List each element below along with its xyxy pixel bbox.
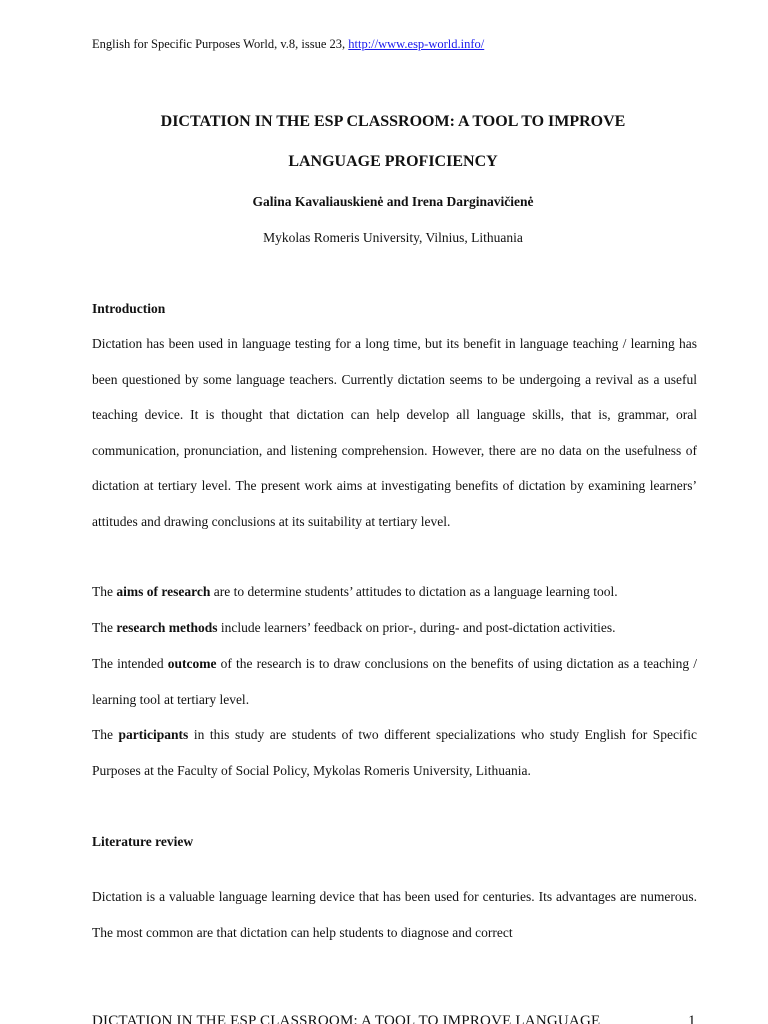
aims-bold-term: aims of research (116, 584, 211, 599)
journal-header (92, 36, 484, 52)
authors: Galina Kavaliauskienė and Irena Darginavičienė (252, 194, 534, 209)
section-heading-introduction: Introduction (92, 301, 166, 316)
affiliation: Mykolas Romeris University, Vilnius, Lithuania (263, 230, 523, 245)
methods-bold-term: research methods (116, 620, 218, 635)
section-heading-literature-review: Literature review (92, 834, 194, 849)
introduction-paragraph: Dictation has been used in language testing for a long time, but its benefit in language teaching / learning has been questioned by some language teachers. Currently dictation seems to be undergoing a revival as a useful teaching device. It is thought that dictation can help develop all language skills, that is, grammar, oral communication, pronunciation, and listening comprehension. However, there are no data on the usefulness of dictation at tertiary level. The present work aims at investigating benefits of dictation by examining learners’ attitudes and drawing conclusions at its suitability at tertiary level. (92, 336, 697, 529)
journal-link[interactable]: http://www.esp-world.info/ (348, 37, 485, 51)
participants-bold-term: participants (118, 727, 189, 742)
paper-title-line-1: DICTATION IN THE ESP CLASSROOM: A TOOL TO IMPROVE (160, 113, 626, 130)
aims-paragraph: The aims of research are to determine students’ attitudes to dictation as a language learning tool. (92, 584, 618, 599)
outcome-bold-term: outcome (167, 656, 217, 671)
methods-paragraph: The research methods include learners’ feedback on prior-, during- and post-dictation activities. (92, 620, 616, 635)
outcome-paragraph: The intended outcome of the research is to draw conclusions on the benefits of using dictation as a teaching / learning tool at tertiary level. (92, 656, 697, 707)
participants-paragraph: The participants in this study are students of two different specializations who study English for Specific Purposes at the Faculty of Social Policy, Mykolas Romeris University, Lithuania. (92, 727, 697, 778)
running-footer-title: DICTATION IN THE ESP CLASSROOM: A TOOL TO IMPROVE LANGUAGE (92, 1013, 601, 1024)
literature-paragraph: Dictation is a valuable language learning device that has been used for centuries. Its advantages are numerous. The most common are that dictation can help students to diagnose and correct (92, 889, 697, 940)
paper-title-line-2: LANGUAGE PROFICIENCY (288, 153, 498, 170)
page-number: 1 (688, 1013, 696, 1024)
journal-citation: English for Specific Purposes World, v.8, issue 23, (92, 37, 349, 51)
